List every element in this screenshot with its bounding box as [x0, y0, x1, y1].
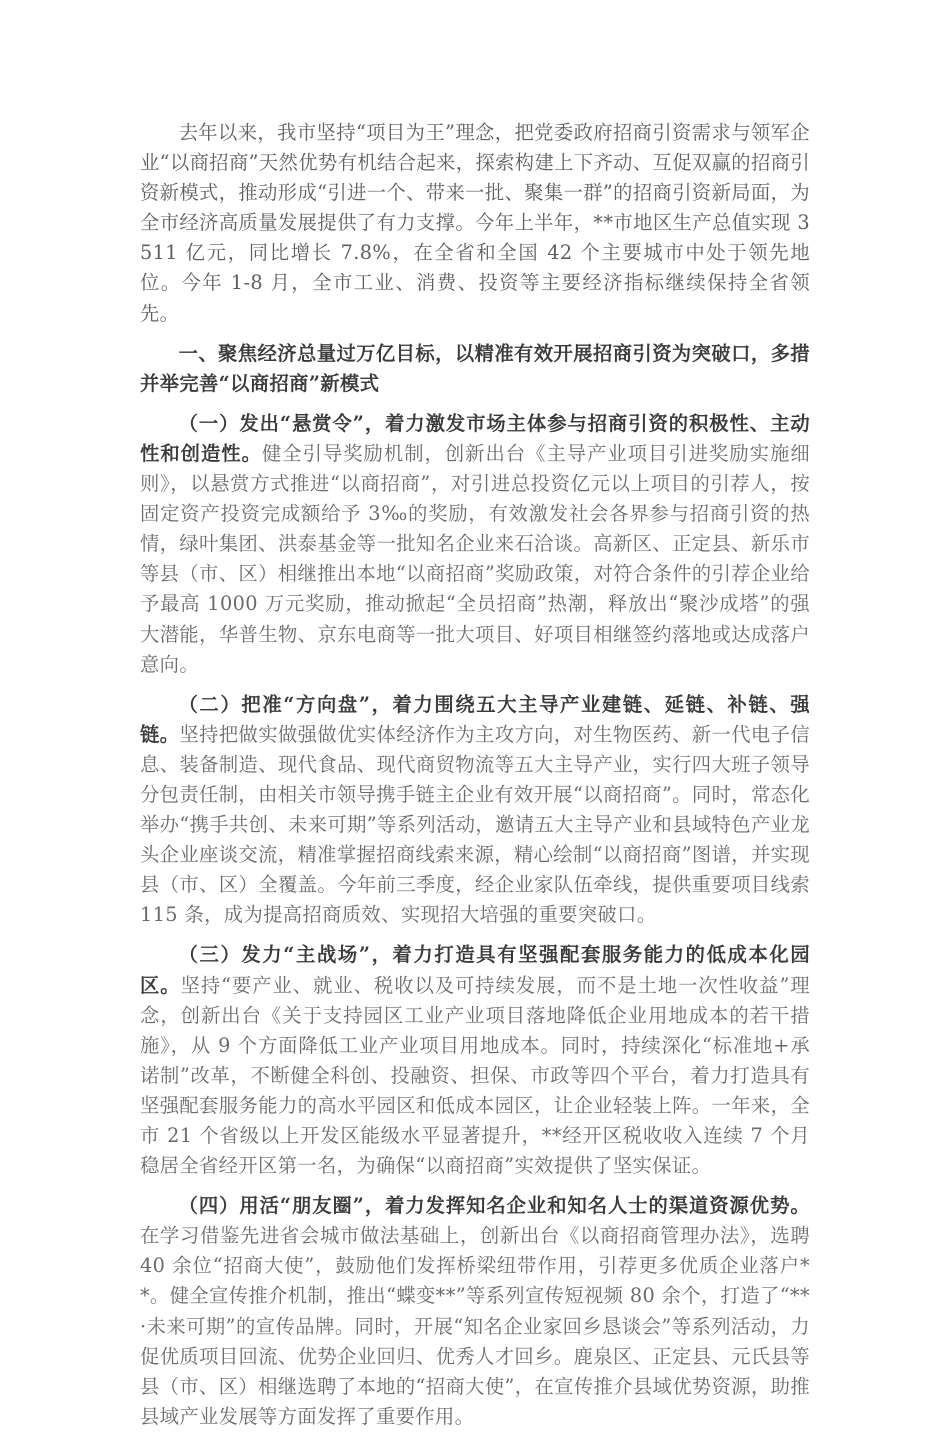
subsection-4-lead: （四）用活“朋友圈”，着力发挥知名企业和知名人士的渠道资源优势。	[178, 1194, 810, 1218]
subsection-1-lead: （一）发出“悬赏令”，着力激发市场主体参与招商引资的积极性、主动性和创造性。	[140, 411, 810, 465]
paragraph-subsection-1	[140, 409, 810, 680]
paragraph-intro: 去年以来，我市坚持“项目为王”理念，把党委政府招商引资需求与领军企业“以商招商”天然优势有机结合起来，探索构建上下齐动、互促双赢的招商引资新模式，推动形成“引进一个、带来一批、聚集一群”的招商引资新局面，为全市经济高质量发展提供了有力支撑。今年上半年，**市地区生产总值实现 3511 亿元，同比增长 7.8%，在全省和全国 42 个主要城市中处于领先地位。今年 1-8 月，全市工业、消费、投资等主要经济指标继续保持全省领先。	[140, 121, 810, 325]
subsection-3-lead: （三）发力“主战场”，着力打造具有坚强配套服务能力的低成本化园区。	[140, 943, 810, 997]
subsection-3-body: 坚持“要产业、就业、税收以及可持续发展，而不是土地一次性收益”理念，创新出台《关于支持园区工业产业项目落地降低企业用地成本的若干措施》，从 9 个方面降低工业产业项目用地成本。同时，持续深化“标准地+承诺制”改革，不断健全科创、投融资、担保、市政等四个平台，着力打造具有坚强配套服务能力的高水平园区和低成本园区，让企业轻装上阵。一年来，全市 21 个省级以上开发区能级水平显著提升，**经开区税收收入连续 7 个月稳居全省经开区第一名，为确保“以商招商”实效提供了坚实保证。	[140, 973, 810, 1178]
paragraph-subsection-2	[140, 690, 810, 931]
subsection-4-body: 在学习借鉴先进省会城市做法基础上，创新出台《以商招商管理办法》，选聘 40 余位“招商大使”，鼓励他们发挥桥梁纽带作用，引荐更多优质企业落户**。健全宣传推介机制，推出“蝶变**”等系列宣传短视频 80 余个，打造了“**·未来可期”的宣传品牌。同时，开展“知名企业家回乡恳谈会”等系列活动，力促优质项目回流、优势企业回归、优秀人才回乡。鹿泉区、正定县、元氏县等县（市、区）相继选聘了本地的“招商大使”，在宣传推介县域优势资源，助推县域产业发展等方面发挥了重要作用。	[140, 1224, 810, 1428]
subsection-1-body: 健全引导奖励机制，创新出台《主导产业项目引进奖励实施细则》，以悬赏方式推进“以商招商”，对引进总投资亿元以上项目的引荐人，按固定资产投资完成额给予 3‰的奖励，有效激发社会各界参与招商引资的热情，绿叶集团、洪泰基金等一批知名企业来石洽谈。高新区、正定县、新乐市等县（市、区）相继推出本地“以商招商”奖励政策，对符合条件的引荐企业给予最高 1000 万元奖励，推动掀起“全员招商”热潮，释放出“聚沙成塔”的强大潜能，华普生物、京东电商等一批大项目、好项目相继签约落地或达成落户意向。	[140, 441, 810, 676]
subsection-2-lead: （二）把准“方向盘”，着力围绕五大主导产业建链、延链、补链、强链。	[140, 692, 810, 746]
subsection-2-body: 坚持把做实做强做优实体经济作为主攻方向，对生物医药、新一代电子信息、装备制造、现代食品、现代商贸物流等五大主导产业，实行四大班子领导分包责任制，由相关市领导携手链主企业有效开展“以商招商”。同时，常态化举办“携手共创、未来可期”等系列活动，邀请五大主导产业和县域特色产业龙头企业座谈交流，精准掌握招商线索来源，精心绘制“以商招商”图谱，并实现县（市、区）全覆盖。今年前三季度，经企业家队伍牵线，提供重要项目线索 115 条，成为提高招商质效、实现招大培强的重要突破口。	[140, 722, 810, 927]
document-body	[140, 118, 810, 1432]
paragraph-subsection-4	[140, 1191, 810, 1432]
paragraph-subsection-3	[140, 940, 810, 1181]
section-heading-1: 一、聚焦经济总量过万亿目标，以精准有效开展招商引资为突破口，多措并举完善“以商招商”新模式	[140, 341, 810, 395]
